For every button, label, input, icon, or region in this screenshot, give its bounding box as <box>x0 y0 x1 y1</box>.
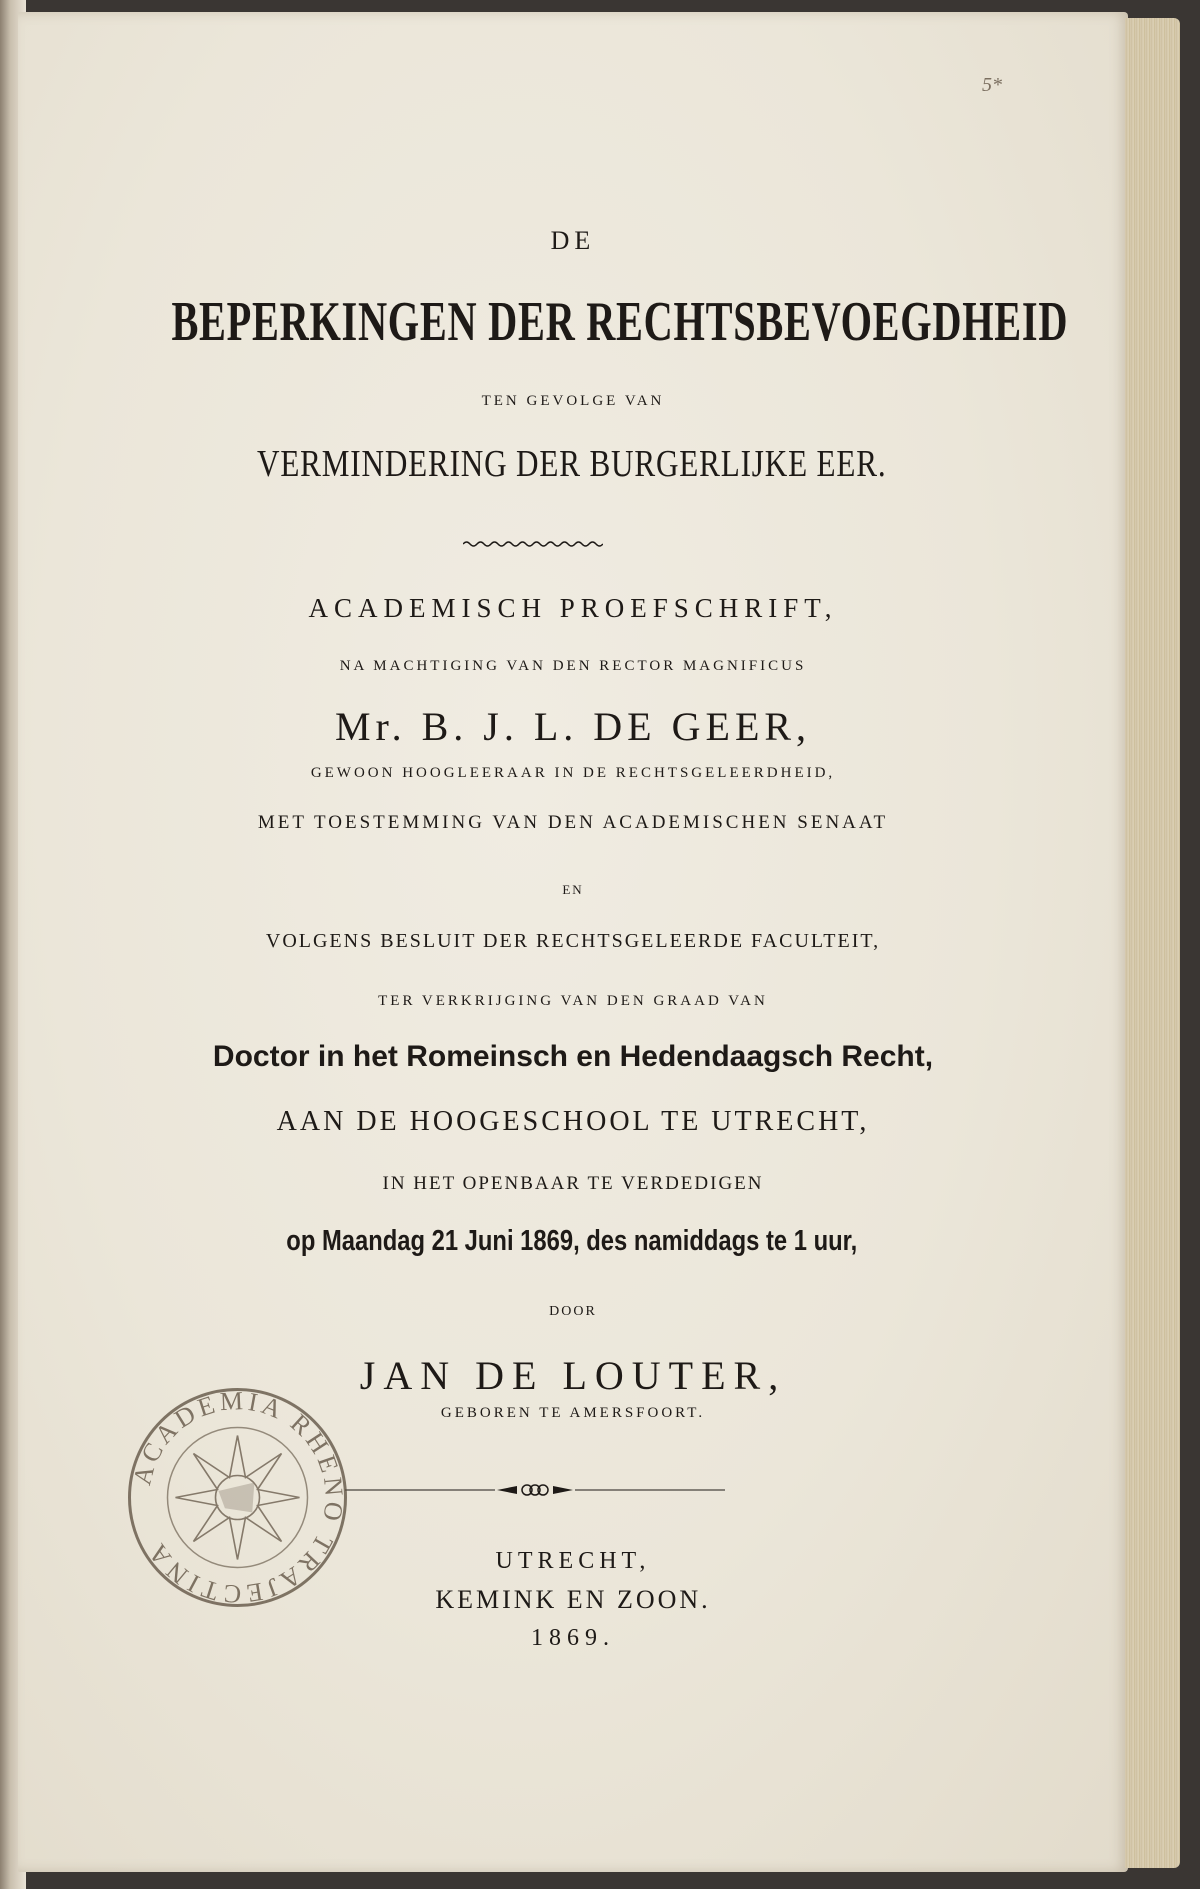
rector-name: Mr. B. J. L. DE GEER, <box>334 704 812 749</box>
ornament-divider <box>345 1478 725 1502</box>
page-edges <box>1125 18 1180 1868</box>
degree-intro: TER VERKRIJGING VAN DEN GRAAD VAN <box>378 993 768 1009</box>
university-line: AAN DE HOOGESCHOOL TE UTRECHT, <box>276 1106 870 1137</box>
publication-year: 1869. <box>531 1625 615 1651</box>
defence-date: op Maandag 21 Juni 1869, des namiddags te 1 uur, <box>286 1225 858 1257</box>
wavy-divider <box>463 539 603 549</box>
public-defence: IN HET OPENBAAR TE VERDEDIGEN <box>382 1173 764 1194</box>
senate-consent: MET TOESTEMMING VAN DEN ACADEMISCHEN SENAAT <box>257 812 889 833</box>
author-birthplace: GEBOREN TE AMERSFOORT. <box>440 1405 706 1421</box>
faculty-decision: VOLGENS BESLUIT DER RECHTSGELEERDE FACULTEIT, <box>265 930 881 952</box>
publication-city: UTRECHT, <box>495 1548 651 1574</box>
author-name: JAN DE LOUTER, <box>359 1353 787 1398</box>
main-title: BEPERKINGEN DER RECHTSBEVOEGDHEID <box>171 291 1069 353</box>
degree-title: Doctor in het Romeinsch en Hedendaagsch Recht, <box>212 1040 934 1073</box>
by-label: DOOR <box>549 1304 597 1319</box>
conjunction-en: EN <box>562 882 584 897</box>
title-connector: TEN GEVOLGE VAN <box>481 393 665 409</box>
rector-title: GEWOON HOOGLEERAAR IN DE RECHTSGELEERDHEID, <box>310 765 836 781</box>
title-prefix: DE <box>550 226 596 255</box>
university-stamp <box>125 1385 350 1610</box>
subtitle: VERMINDERING DER BURGERLIJKE EER. <box>257 443 887 485</box>
stamp-text: ACADEMIA RHENO TRAJECTINA <box>127 1386 350 1609</box>
publisher: KEMINK EN ZOON. <box>435 1585 711 1614</box>
page-mark: 5* <box>982 74 1002 96</box>
authorization-line: NA MACHTIGING VAN DEN RECTOR MAGNIFICUS <box>339 658 807 674</box>
thesis-label: ACADEMISCH PROEFSCHRIFT, <box>308 593 838 623</box>
